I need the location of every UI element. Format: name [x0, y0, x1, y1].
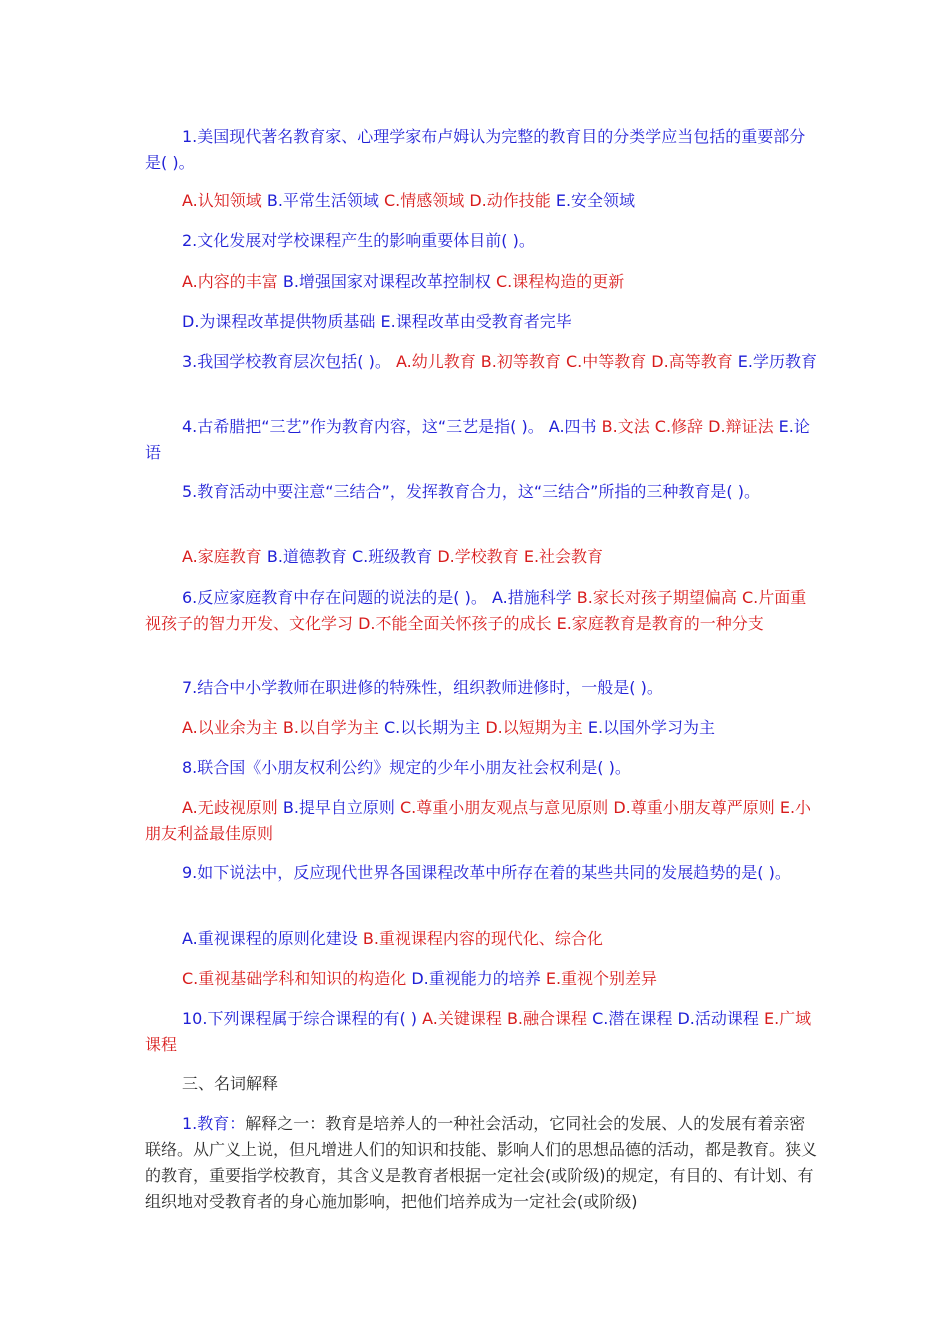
text-run: 8.联合国《小朋友权利公约》规定的少年小朋友社会权利是( )。	[182, 758, 631, 777]
text-run: 7.结合中小学教师在职进修的特殊性，组织教师进修时，一般是( )。	[182, 678, 663, 697]
text-run: C.重视基础学科和知识的构造化	[182, 969, 412, 988]
text-run: B.以自学为主	[282, 718, 384, 737]
text-run: D.以短期为主	[485, 718, 588, 737]
paragraph	[145, 414, 817, 466]
text-run: B.提早自立原则	[282, 798, 400, 817]
text-run: E.广域课程	[145, 1009, 812, 1054]
text-run: C.潜在课程	[592, 1009, 678, 1028]
text-run: A.内容的丰富	[182, 272, 283, 291]
text-run: C.课程构造的更新	[496, 272, 625, 291]
paragraph	[145, 966, 817, 992]
paragraph	[145, 715, 817, 741]
paragraph	[145, 124, 817, 176]
text-run: A.以业余为主	[182, 718, 283, 737]
text-run: D.学校教育	[437, 547, 524, 566]
paragraph	[145, 479, 817, 505]
paragraph	[145, 309, 817, 335]
text-run: 4.古希腊把“三艺”作为教育内容，这“三艺是指( )。	[182, 417, 549, 436]
text-run: E.安全领域	[555, 191, 636, 210]
text-run: E.学历教育	[737, 352, 817, 371]
text-run: A.家庭教育	[182, 547, 267, 566]
text-run: A.四书	[548, 417, 602, 436]
text-run: E.以国外学习为主	[587, 718, 716, 737]
paragraph	[145, 795, 817, 847]
text-run: C.以长期为主	[384, 718, 486, 737]
text-run: D.动作技能	[469, 191, 556, 210]
text-run: C.片面重视孩子的智力开发、文化学习	[145, 588, 807, 633]
text-run: B.平常生活领域	[266, 191, 384, 210]
text-run: B.融合课程	[506, 1009, 593, 1028]
text-run: D.为课程改革提供物质基础	[182, 312, 381, 331]
text-run: A.措施科学	[491, 588, 577, 607]
paragraph	[145, 1071, 817, 1097]
paragraph	[145, 1111, 817, 1215]
paragraph	[145, 228, 817, 254]
paragraph	[145, 1006, 817, 1058]
text-run: D.不能全面关怀孩子的成长	[358, 614, 557, 633]
text-run: C.情感领域	[384, 191, 470, 210]
paragraph	[145, 755, 817, 781]
paragraph	[145, 349, 817, 375]
text-run: B.道德教育	[266, 547, 352, 566]
text-run: 1.教育：	[182, 1114, 246, 1133]
text-run: 2.文化发展对学校课程产生的影响重要体目前( )。	[182, 231, 535, 250]
text-run: E.社会教育	[523, 547, 604, 566]
paragraph	[145, 926, 817, 952]
text-run: A.重视课程的原则化建设	[182, 929, 363, 948]
text-run: C.中等教育	[565, 352, 652, 371]
text-run: C.尊重小朋友观点与意见原则	[400, 798, 614, 817]
text-run: E.家庭教育是教育的一种分支	[556, 614, 764, 633]
text-run: B.家长对孩子期望偏高	[576, 588, 742, 607]
text-run: B.文法	[601, 417, 655, 436]
text-run: A.认知领域	[182, 191, 267, 210]
text-run: A.关键课程	[422, 1009, 507, 1028]
text-run: D.重视能力的培养	[411, 969, 546, 988]
text-run: 1.美国现代著名教育家、心理学家布卢姆认为完整的教育目的分类学应当包括的重要部分是( )。	[145, 127, 806, 172]
text-run: E.重视个别差异	[545, 969, 658, 988]
text-run: D.高等教育	[651, 352, 738, 371]
paragraph	[145, 269, 817, 295]
text-run: 5.教育活动中要注意“三结合”，发挥教育合力，这“三结合”所指的三种教育是( )。	[182, 482, 760, 501]
paragraph	[145, 860, 817, 886]
text-run: B.增强国家对课程改革控制权	[282, 272, 496, 291]
text-run: A.无歧视原则	[182, 798, 283, 817]
text-run: 10.下列课程属于综合课程的有( )	[182, 1009, 423, 1028]
paragraph	[145, 585, 817, 637]
paragraph	[145, 675, 817, 701]
text-run: D.活动课程	[677, 1009, 764, 1028]
text-run: D.尊重小朋友尊严原则	[613, 798, 780, 817]
paragraph	[145, 188, 817, 214]
text-run: A.幼儿教育	[395, 352, 481, 371]
text-run: B.重视课程内容的现代化、综合化	[362, 929, 603, 948]
text-run: D.辩证法	[708, 417, 779, 436]
text-run: E.课程改革由受教育者完毕	[380, 312, 572, 331]
text-run: E.论语	[145, 417, 810, 462]
paragraph	[145, 544, 817, 570]
text-run: C.班级教育	[352, 547, 438, 566]
text-run: B.初等教育	[480, 352, 566, 371]
text-run: 6.反应家庭教育中存在问题的说法的是( )。	[182, 588, 492, 607]
text-run: 9.如下说法中，反应现代世界各国课程改革中所存在着的某些共同的发展趋势的是( )。	[182, 863, 791, 882]
text-run: 解释之一：教育是培养人的一种社会活动，它同社会的发展、人的发展有着亲密联络。从广义上说，但凡增进人们的知识和技能、影响人们的思想品德的活动，都是教育。狭义的教育，重要指学校教育，其含义是教育者根据一定社会(或阶级)的规定，有目的、有计划、有组织地对受教育者的身心施加影响，把他们培养成为一定社会(或阶级)	[145, 1114, 818, 1211]
text-run: C.修辞	[654, 417, 709, 436]
text-run: 三、名词解释	[182, 1074, 279, 1093]
text-run: E.小朋友利益最佳原则	[145, 798, 812, 843]
text-run: 3.我国学校教育层次包括( )。	[182, 352, 396, 371]
